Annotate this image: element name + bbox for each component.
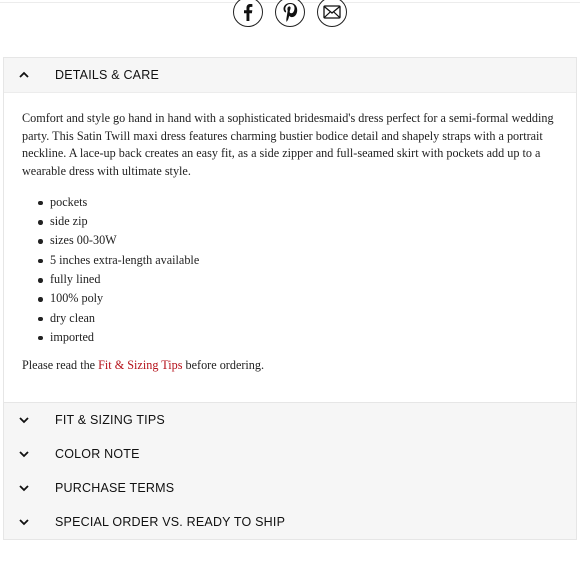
sizing-note-prefix: Please read the — [22, 358, 99, 373]
product-description: Comfort and style go hand in hand with a sophisticated bridesmaid's dress perfect for a semi-formal wedding party. This Satin Twill maxi dress features charming bustier bodice detail and shapely straps with a portrait neckline. A lace-up back creates an easy fit, as a side zipper and full-seamed skirt with pockets add up to a wearable dress with ultimate style. — [22, 111, 554, 179]
details-care-title: DETAILS & CARE — [55, 68, 159, 82]
special-order-title: SPECIAL ORDER VS. READY TO SHIP — [55, 515, 286, 529]
pinterest-share-button[interactable] — [275, 0, 305, 27]
chevron-down-icon — [18, 414, 30, 426]
share-bar — [0, 0, 580, 40]
purchase-terms-toggle[interactable] — [4, 471, 576, 505]
pinterest-icon — [282, 2, 298, 22]
feature-list — [22, 193, 558, 347]
special-order-toggle[interactable] — [4, 505, 576, 539]
sizing-note-suffix: before ordering. — [182, 358, 265, 373]
list-item: pockets — [50, 193, 558, 212]
fit-sizing-tips-toggle[interactable] — [4, 403, 576, 437]
color-note-title: COLOR NOTE — [55, 447, 140, 461]
chevron-down-icon — [18, 516, 30, 528]
list-item: side zip — [50, 212, 558, 231]
facebook-share-button[interactable] — [233, 0, 263, 27]
list-item: sizes 00-30W — [50, 231, 558, 250]
list-item: dry clean — [50, 309, 558, 328]
color-note-toggle[interactable] — [4, 437, 576, 471]
list-item: imported — [50, 328, 558, 347]
chevron-down-icon — [18, 448, 30, 460]
sizing-note — [22, 357, 558, 375]
details-care-panel — [4, 92, 576, 403]
chevron-down-icon — [18, 482, 30, 494]
purchase-terms-title: PURCHASE TERMS — [55, 481, 175, 495]
list-item: 5 inches extra-length available — [50, 251, 558, 270]
envelope-icon — [323, 5, 341, 19]
email-share-button[interactable] — [317, 0, 347, 27]
fit-sizing-tips-link[interactable]: Fit & Sizing Tips — [98, 358, 183, 373]
list-item: 100% poly — [50, 289, 558, 308]
fit-sizing-tips-title: FIT & SIZING TIPS — [55, 413, 165, 427]
list-item: fully lined — [50, 270, 558, 289]
chevron-up-icon — [18, 69, 30, 81]
facebook-icon — [240, 3, 256, 21]
details-care-toggle[interactable] — [4, 58, 576, 92]
product-info-accordion — [3, 57, 577, 540]
